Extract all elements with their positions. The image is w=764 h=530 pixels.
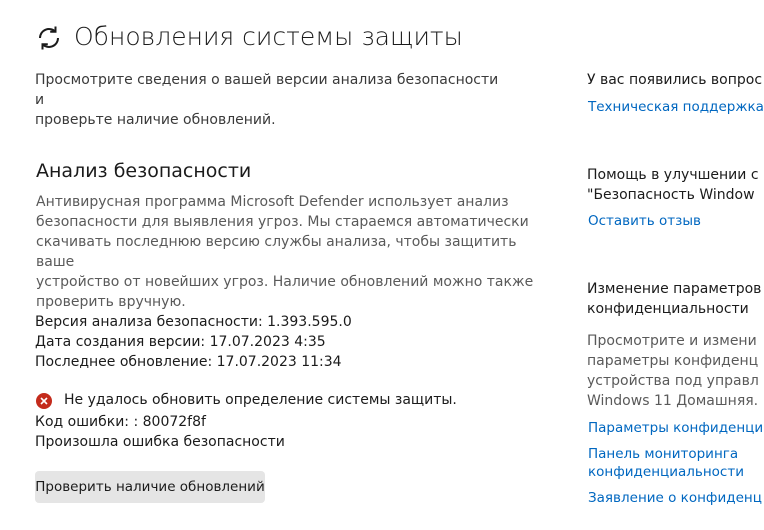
privacy-desc-line: Windows 11 Домашняя.: [587, 393, 759, 409]
check-updates-button[interactable]: Проверить наличие обновлений: [35, 471, 265, 503]
refresh-icon: [34, 23, 64, 53]
privacy-desc-line: Просмотрите и измени: [587, 333, 757, 349]
desc-line: безопасности для выявления угроз. Мы стараемся автоматически: [36, 214, 529, 230]
privacy-heading-line-1: Изменение параметров: [587, 281, 762, 297]
error-detail: Произошла ошибка безопасности: [35, 434, 285, 450]
privacy-settings-link[interactable]: Параметры конфиденци: [588, 420, 764, 436]
improve-heading-line-1: Помощь в улучшении с: [587, 167, 759, 183]
section-description: [36, 192, 536, 312]
support-link[interactable]: Техническая поддержка: [588, 99, 764, 115]
desc-line: устройство от новейших угроз. Наличие обновлений можно также: [36, 274, 534, 290]
desc-line: скачивать последнюю версию службы анализа, чтобы защитить ваше: [36, 234, 517, 270]
privacy-heading-line-2: конфиденциальности: [587, 301, 749, 317]
error-code: Код ошибки: : 80072f8f: [35, 414, 206, 430]
last-update-date: Последнее обновление: 17.07.2023 11:34: [35, 354, 342, 370]
desc-line: проверить вручную.: [36, 294, 186, 310]
page-title: Обновления системы защиты: [74, 22, 463, 51]
privacy-dashboard-link-line-2[interactable]: конфиденциальности: [588, 464, 744, 480]
feedback-link[interactable]: Оставить отзыв: [588, 213, 701, 229]
privacy-dashboard-link-line-1[interactable]: Панель мониторинга: [588, 446, 739, 462]
questions-heading: У вас появились вопрос: [587, 72, 763, 88]
intro-line-2: проверьте наличие обновлений.: [35, 112, 276, 128]
intro-line-1: Просмотрите сведения о вашей версии анализа безопасности и: [35, 72, 499, 108]
privacy-statement-link[interactable]: Заявление о конфиденц: [588, 490, 762, 506]
privacy-desc-line: устройства под управл: [587, 373, 759, 389]
intro-text: [35, 70, 505, 130]
error-message: Не удалось обновить определение системы защиты.: [64, 392, 457, 408]
error-icon: [36, 393, 52, 409]
desc-line: Антивирусная программа Microsoft Defender использует анализ: [36, 194, 509, 210]
created-date: Дата создания версии: 17.07.2023 4:35: [35, 334, 326, 350]
section-heading: Анализ безопасности: [36, 160, 252, 182]
privacy-desc-line: параметры конфиденц: [587, 353, 759, 369]
improve-heading-line-2: "Безопасность Window: [587, 187, 755, 203]
version-info: Версия анализа безопасности: 1.393.595.0: [35, 314, 352, 330]
